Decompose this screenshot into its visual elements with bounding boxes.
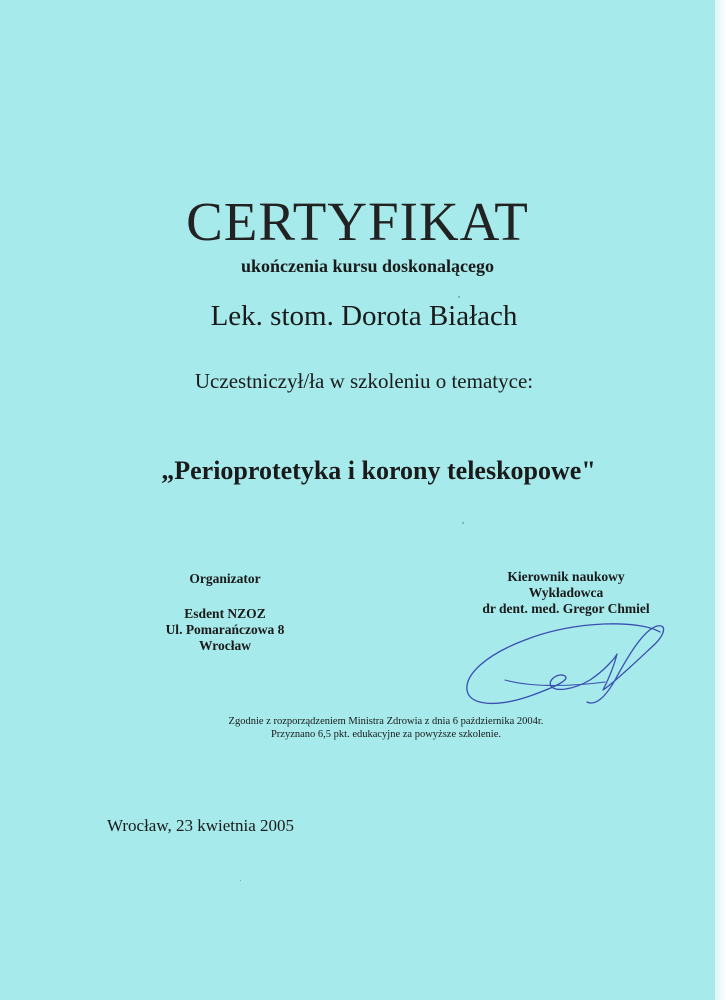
- scan-border: [715, 0, 727, 1000]
- lecturer-name: dr dent. med. Gregor Chmiel: [482, 601, 650, 616]
- certificate-title: CERTYFIKAT: [186, 191, 529, 252]
- lecturer-role-lecturer: Wykładowca: [528, 585, 604, 600]
- course-topic: „Perioprotetyka i korony teleskopowe": [161, 456, 596, 485]
- scan-speck: [240, 880, 241, 881]
- participation-statement: Uczestniczył/ła w szkoleniu o tematyce:: [194, 369, 534, 393]
- organizer-street: Ul. Pomarańczowa 8: [165, 622, 285, 637]
- place-and-date: Wrocław, 23 kwietnia 2005: [107, 816, 295, 835]
- certificate-subtitle: ukończenia kursu doskonalącego: [240, 256, 495, 276]
- recipient-name: Lek. stom. Dorota Białach: [210, 300, 518, 332]
- lecturer-role-scientific: Kierownik naukowy: [507, 569, 625, 584]
- organizer-label: Organizator: [189, 571, 261, 586]
- scan-speck: [462, 522, 464, 524]
- legal-note-line-1: Zgodnie z rozporządzeniem Ministra Zdrowia z dnia 6 października 2004r.: [228, 716, 544, 727]
- organizer-city: Wrocław: [199, 638, 251, 653]
- handwritten-signature: [455, 610, 675, 720]
- legal-note-line-2: Przyznano 6,5 pkt. edukacyjne za powyższe szkolenie.: [270, 729, 502, 740]
- organizer-name: Esdent NZOZ: [184, 606, 266, 621]
- scan-speck: [458, 296, 460, 298]
